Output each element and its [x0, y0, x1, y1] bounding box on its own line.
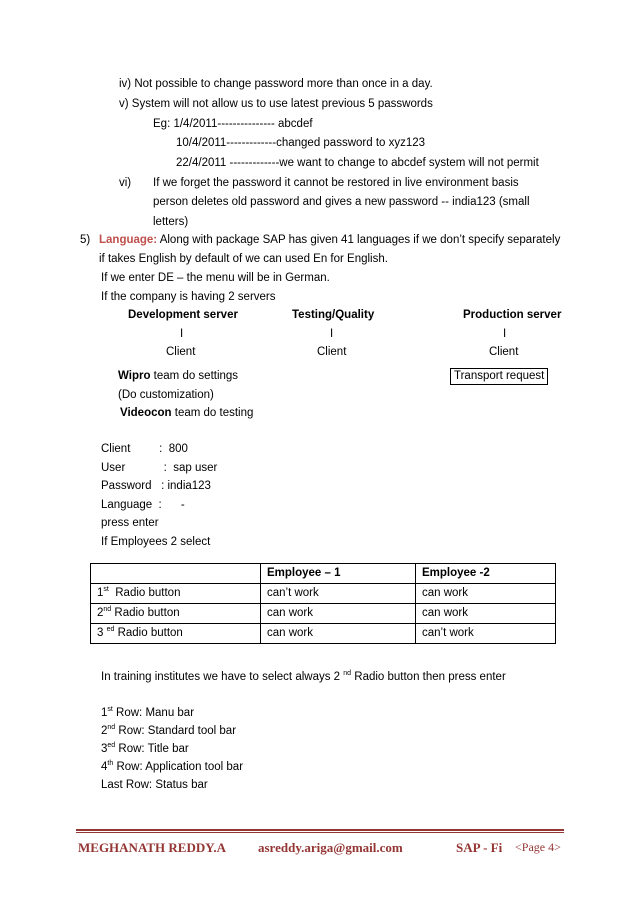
section-5-line-2: if takes English by default of we can used En for English. — [99, 253, 388, 265]
last-row-description: Last Row: Status bar — [101, 779, 208, 791]
if-employees: If Employees 2 select — [101, 536, 211, 548]
footer-email: asreddy.ariga@gmail.com — [258, 840, 403, 855]
server-test-pipe: I — [330, 328, 334, 340]
row-text: Row: Application tool bar — [113, 761, 244, 773]
footer-divider — [76, 829, 564, 831]
row-description — [101, 706, 194, 720]
table-cell — [91, 584, 261, 604]
server-development: Development server — [128, 309, 238, 321]
ordinal-suffix: nd — [103, 606, 112, 614]
server-prod-pipe: I — [503, 328, 507, 340]
ordinal-suffix: ed — [106, 626, 115, 634]
wipro-line — [118, 369, 238, 383]
ordinal-number: 1 — [101, 707, 108, 719]
item-vi-line-2: person deletes old password and gives a new password -- india123 (small — [153, 196, 530, 208]
example-line-3: 22/4/2011 -------------we want to change to abcdef system will not permit — [176, 157, 539, 169]
item-vi-line-3: letters) — [153, 216, 189, 228]
example-line-2: 10/4/2011-------------changed password to xyz123 — [176, 137, 426, 149]
ordinal-number: 3 — [101, 743, 108, 755]
employee-table — [90, 563, 556, 644]
language-heading: Language: — [99, 234, 158, 246]
ordinal-number: 4 — [101, 761, 108, 773]
customization-line: (Do customization) — [118, 389, 214, 401]
wipro-text: team do settings — [150, 370, 239, 382]
section-5-line-1 — [99, 233, 560, 247]
training-sup: nd — [343, 670, 352, 678]
table-row — [91, 604, 556, 624]
table-cell: can work — [416, 604, 556, 624]
section-5-line-4: If the company is having 2 servers — [101, 291, 276, 303]
section-5-line-3: If we enter DE – the menu will be in German. — [101, 272, 330, 284]
table-cell: can work — [261, 624, 416, 644]
login-user: User : sap user — [101, 462, 218, 474]
table-row — [91, 584, 556, 604]
login-password: Password : india123 — [101, 480, 211, 492]
login-client: Client : 800 — [101, 443, 188, 455]
ordinal-suffix: nd — [107, 724, 116, 732]
training-post: Radio button then press enter — [351, 671, 506, 683]
item-vi-number: vi) — [119, 177, 132, 189]
server-production: Production server — [463, 309, 562, 321]
login-language: Language : - — [101, 499, 185, 511]
footer-page-number: <Page 4> — [515, 840, 561, 854]
item-iv: iv) Not possible to change password more than once in a day. — [119, 78, 433, 90]
footer-author: MEGHANATH REDDY.A — [78, 840, 227, 855]
row-label: Radio button — [108, 587, 181, 599]
row-text: Row: Standard tool bar — [115, 725, 237, 737]
server-dev-client: Client — [166, 346, 196, 358]
table-cell — [91, 624, 261, 644]
transport-request-box: Transport request — [450, 368, 548, 385]
ordinal-number: 2 — [97, 607, 104, 619]
item-v: v) System will not allow us to use latest previous 5 passwords — [119, 98, 433, 110]
server-prod-client: Client — [489, 346, 519, 358]
table-header-row — [91, 564, 556, 584]
wipro-name: Wipro — [118, 370, 151, 382]
ordinal-suffix: ed — [107, 742, 116, 750]
ordinal-number: 2 — [101, 725, 108, 737]
row-description — [101, 742, 189, 756]
press-enter: press enter — [101, 517, 159, 529]
row-text: Row: Manu bar — [112, 707, 195, 719]
training-line — [101, 670, 506, 684]
footer-course: SAP - Fi — [456, 840, 503, 855]
row-label: Radio button — [111, 607, 180, 619]
item-vi-line-1: If we forget the password it cannot be restored in live environment basis — [153, 177, 519, 189]
footer-divider-thin — [76, 832, 564, 833]
row-label: Radio button — [114, 627, 183, 639]
table-cell: can work — [261, 604, 416, 624]
training-pre: In training institutes we have to select always 2 — [101, 671, 344, 683]
videocon-text: team do testing — [171, 407, 254, 419]
server-testing: Testing/Quality — [292, 309, 375, 321]
ordinal-suffix: st — [107, 706, 113, 714]
section-5-number: 5) — [80, 234, 91, 246]
table-cell — [91, 604, 261, 624]
row-text: Row: Title bar — [115, 743, 189, 755]
ordinal-suffix: th — [107, 760, 114, 768]
table-cell: can’t work — [416, 624, 556, 644]
ordinal-number: 3 — [97, 627, 107, 639]
table-header-cell: Employee -2 — [416, 564, 556, 584]
example-line-1: Eg: 1/4/2011--------------- abcdef — [153, 118, 313, 130]
section-5-text: Along with package SAP has given 41 languages if we don’t specify separately — [157, 234, 561, 246]
table-cell: can’t work — [261, 584, 416, 604]
table-cell: can work — [416, 584, 556, 604]
table-header-cell — [91, 564, 261, 584]
table-header-cell: Employee – 1 — [261, 564, 416, 584]
table-row — [91, 624, 556, 644]
server-test-client: Client — [317, 346, 347, 358]
row-description — [101, 760, 243, 774]
row-description — [101, 724, 236, 738]
ordinal-suffix: st — [103, 586, 109, 594]
ordinal-number: 1 — [97, 587, 104, 599]
videocon-line — [120, 406, 253, 420]
server-dev-pipe: I — [180, 328, 184, 340]
videocon-name: Videocon — [120, 407, 172, 419]
